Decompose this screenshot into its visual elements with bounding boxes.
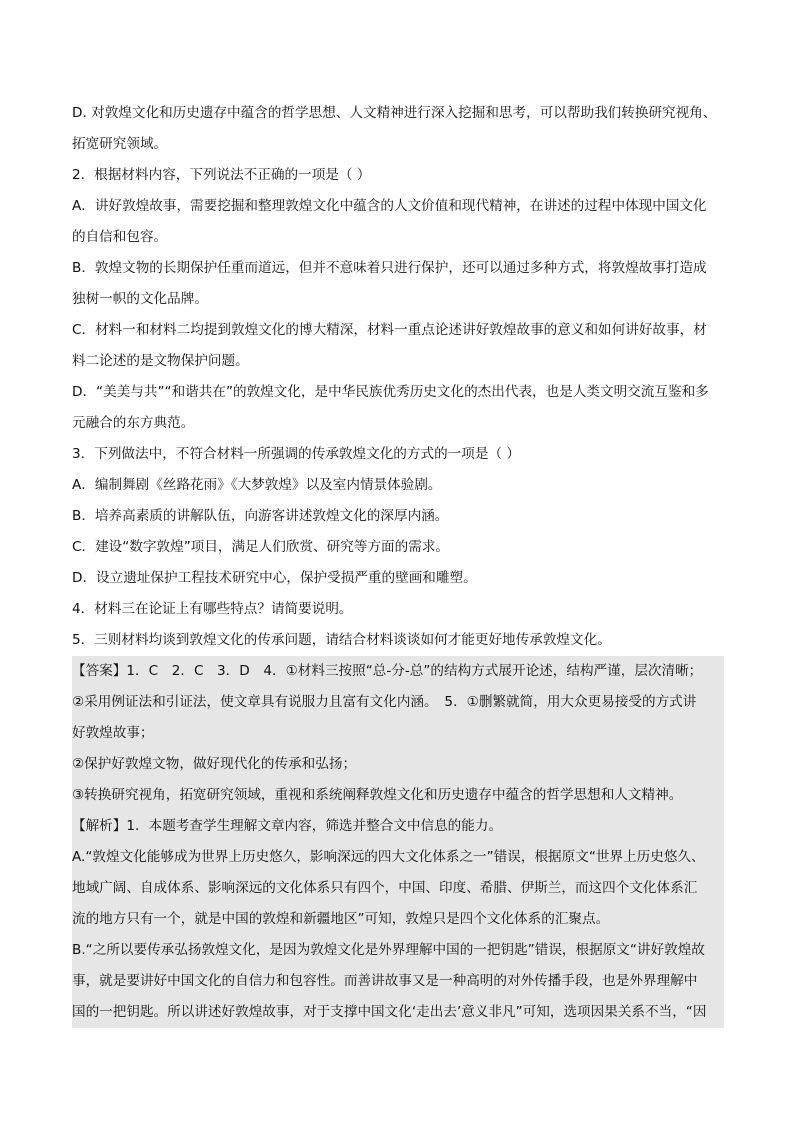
answer-line: 【答案】1．C 2．C 3．D 4．①材料三按照“总-分-总”的结构方式展开论述，结构严谨，层次清晰； (72, 663, 703, 679)
analysis-line: 地域广阔、自成体系、影响深远的文化体系只有四个，中国、印度、希腊、伊斯兰，而这四个文化体系汇 (72, 880, 698, 896)
option-d: D．“美美与共”“和谐共在”的敦煌文化，是中华民族优秀历史文化的杰出代表，也是人类文明交流互鉴和多 (72, 384, 709, 400)
question-3: 3．下列做法中，不符合材料一所强调的传承敦煌文化的方式的一项是（ ） (72, 446, 520, 462)
answer-block (72, 656, 724, 1028)
question-2: 2．根据材料内容，下列说法不正确的一项是（ ） (72, 167, 371, 183)
option-a: A．编制舞剧《丝路花雨》《大梦敦煌》以及室内情景体验剧。 (72, 477, 442, 493)
text-line: 独树一帜的文化品牌。 (72, 291, 208, 307)
answer-line: 好敦煌故事； (72, 725, 154, 741)
answer-line: ②采用例证法和引证法，使文章具有说服力且富有文化内涵。 5．①删繁就简，用大众更易接受的方式讲 (72, 694, 697, 710)
analysis-line: 国的一把钥匙。所以讲述好敦煌故事，对于支撑中国文化‘走出去’意义非凡”可知，选项因果关系不当，“因 (72, 1004, 707, 1020)
text-line: 料二论述的是文物保护问题。 (72, 353, 249, 369)
answer-line: ②保护好敦煌文物，做好现代化的传承和弘扬； (72, 756, 357, 772)
text-line: 拓宽研究领域。 (72, 136, 168, 152)
option-a: A．讲好敦煌故事，需要挖掘和整理敦煌文化中蕴含的人文价值和现代精神，在讲述的过程中体现中国文化 (72, 198, 707, 214)
text-line: D. 对敦煌文化和历史遗存中蕴含的哲学思想、人文精神进行深入挖掘和思考，可以帮助我们转换研究视角、 (72, 105, 717, 121)
option-c: C．材料一和材料二均提到敦煌文化的博大精深，材料一重点论述讲好敦煌故事的意义和如何讲好故事，材 (72, 322, 707, 338)
text-line: 的自信和包容。 (72, 229, 168, 245)
option-b: B．敦煌文物的长期保护任重而道远，但并不意味着只进行保护，还可以通过多种方式，将敦煌故事打造成 (72, 260, 707, 276)
document-page (72, 98, 724, 1028)
question-block (72, 98, 724, 656)
option-b: B．培养高素质的讲解队伍，向游客讲述敦煌文化的深厚内涵。 (72, 508, 449, 524)
analysis-line: 事，就是要讲好中国文化的自信力和包容性。而善讲故事又是一种高明的对外传播手段，也是外界理解中 (72, 973, 698, 989)
analysis-line: B.“之所以要传承弘扬敦煌文化，是因为敦煌文化是外界理解中国的一把钥匙”错误，根据原文“讲好敦煌故 (72, 942, 705, 958)
option-c: C．建设“数字敦煌”项目，满足人们欣赏、研究等方面的需求。 (72, 539, 450, 555)
option-d: D．设立遗址保护工程技术研究中心，保护受损严重的壁画和雕塑。 (72, 570, 477, 586)
answer-line: ③转换研究视角，拓宽研究领域，重视和系统阐释敦煌文化和历史遗存中蕴含的哲学思想和人文精神。 (72, 787, 683, 803)
analysis-line: 【解析】1．本题考查学生理解文章内容，筛选并整合文中信息的能力。 (72, 818, 503, 834)
analysis-line: 流的地方只有一个，就是中国的敦煌和新疆地区”可知，敦煌只是四个文化体系的汇聚点。 (72, 911, 610, 927)
question-4: 4．材料三在论证上有哪些特点？请简要说明。 (72, 601, 353, 617)
analysis-line: A.“敦煌文化能够成为世界上历史悠久，影响深远的四大文化体系之一”错误，根据原文“世界上历史悠久、 (72, 849, 705, 865)
question-5: 5．三则材料均谈到敦煌文化的传承问题，请结合材料谈谈如何才能更好地传承敦煌文化。 (72, 632, 611, 648)
text-line: 元融合的东方典范。 (72, 415, 195, 431)
